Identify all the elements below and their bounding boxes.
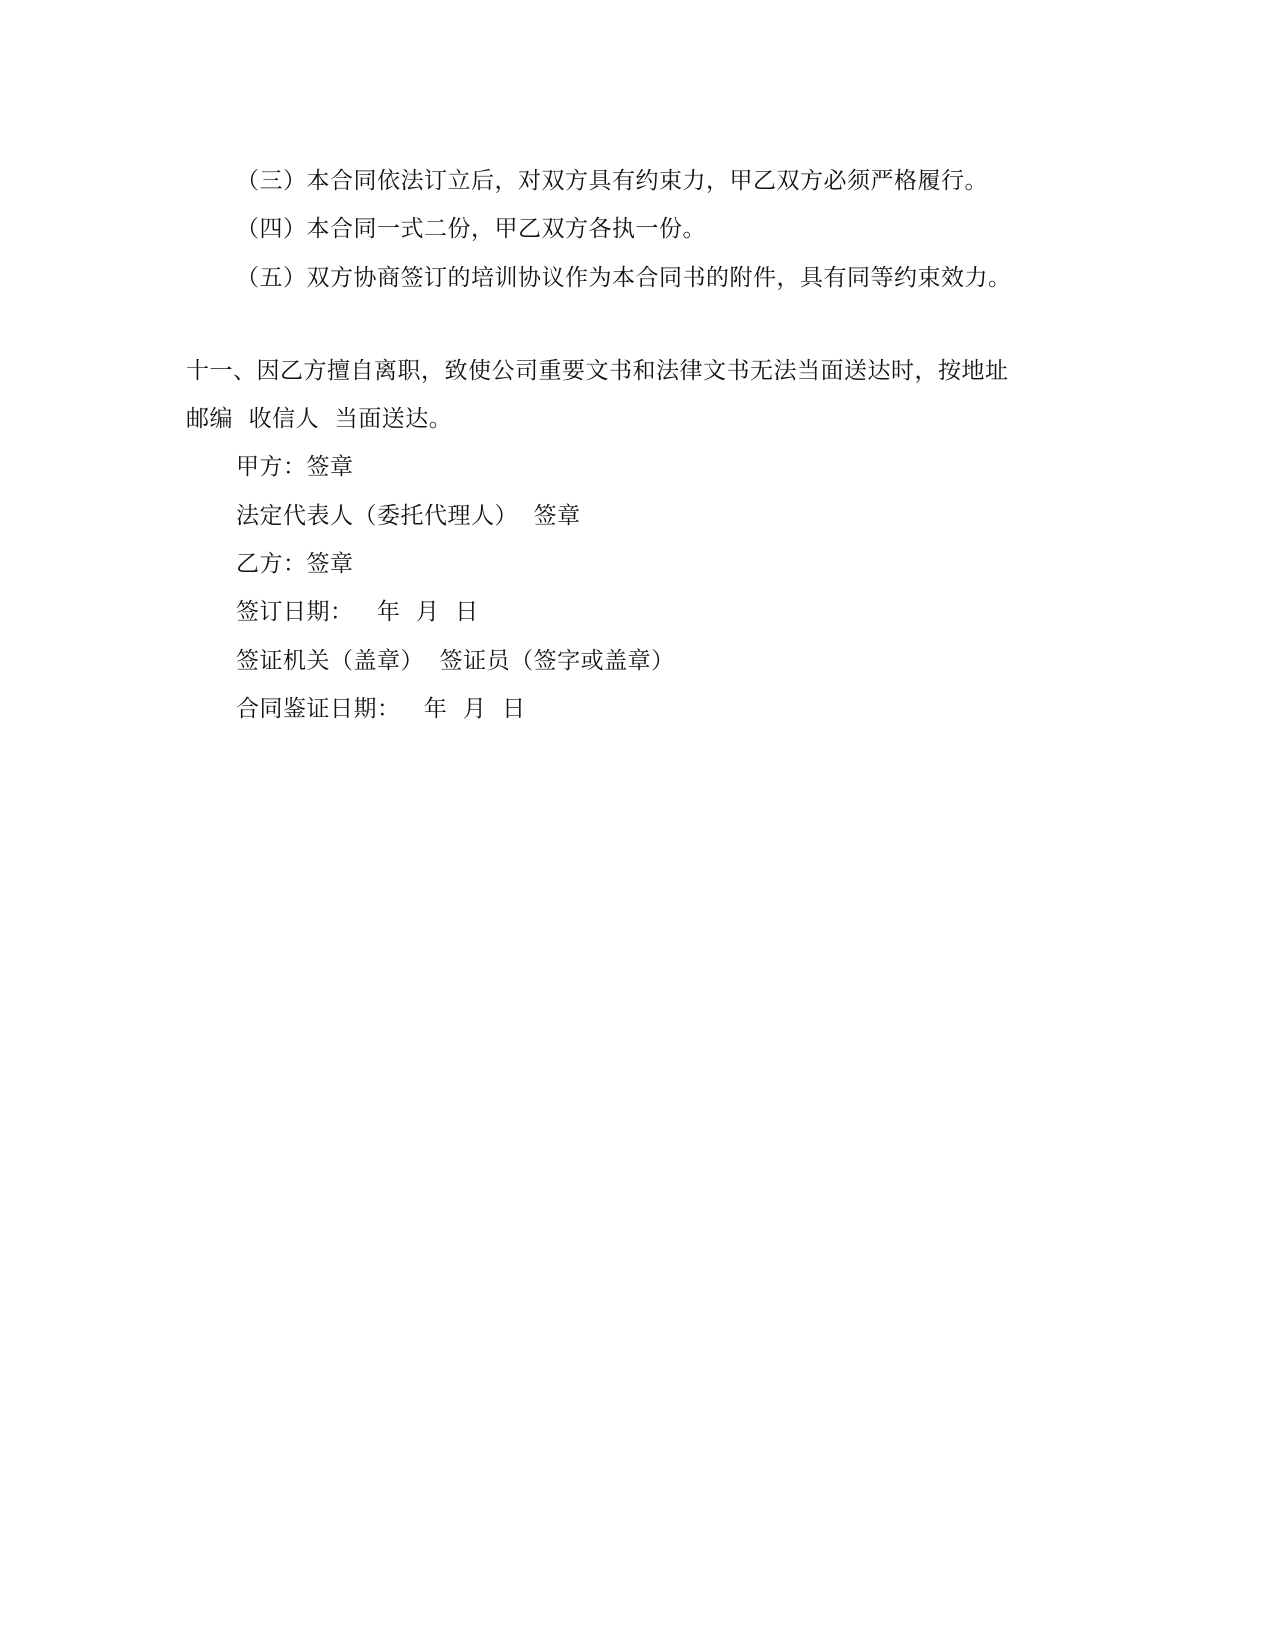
article-eleven-line-1: 十一、因乙方擅自离职，致使公司重要文书和法律文书无法当面送达时，按地址 — [186, 358, 1009, 384]
verification-authority: 签证机关（盖章） 签证员（签字或盖章） — [236, 648, 675, 674]
clause-three: （三）本合同依法订立后，对双方具有约束力，甲乙双方必须严格履行。 — [236, 168, 988, 194]
signing-date: 签订日期： 年 月 日 — [236, 599, 479, 625]
contract-verification-date: 合同鉴证日期： 年 月 日 — [236, 696, 526, 722]
clause-four: （四）本合同一式二份，甲乙双方各执一份。 — [236, 216, 706, 242]
legal-representative-signature: 法定代表人（委托代理人） 签章 — [236, 503, 581, 529]
party-a-signature: 甲方：签章 — [236, 454, 354, 480]
party-b-signature: 乙方：签章 — [236, 551, 354, 577]
clause-five: （五）双方协商签订的培训协议作为本合同书的附件，具有同等约束效力。 — [236, 265, 1012, 291]
article-eleven-line-2: 邮编 收信人 当面送达。 — [186, 406, 453, 432]
